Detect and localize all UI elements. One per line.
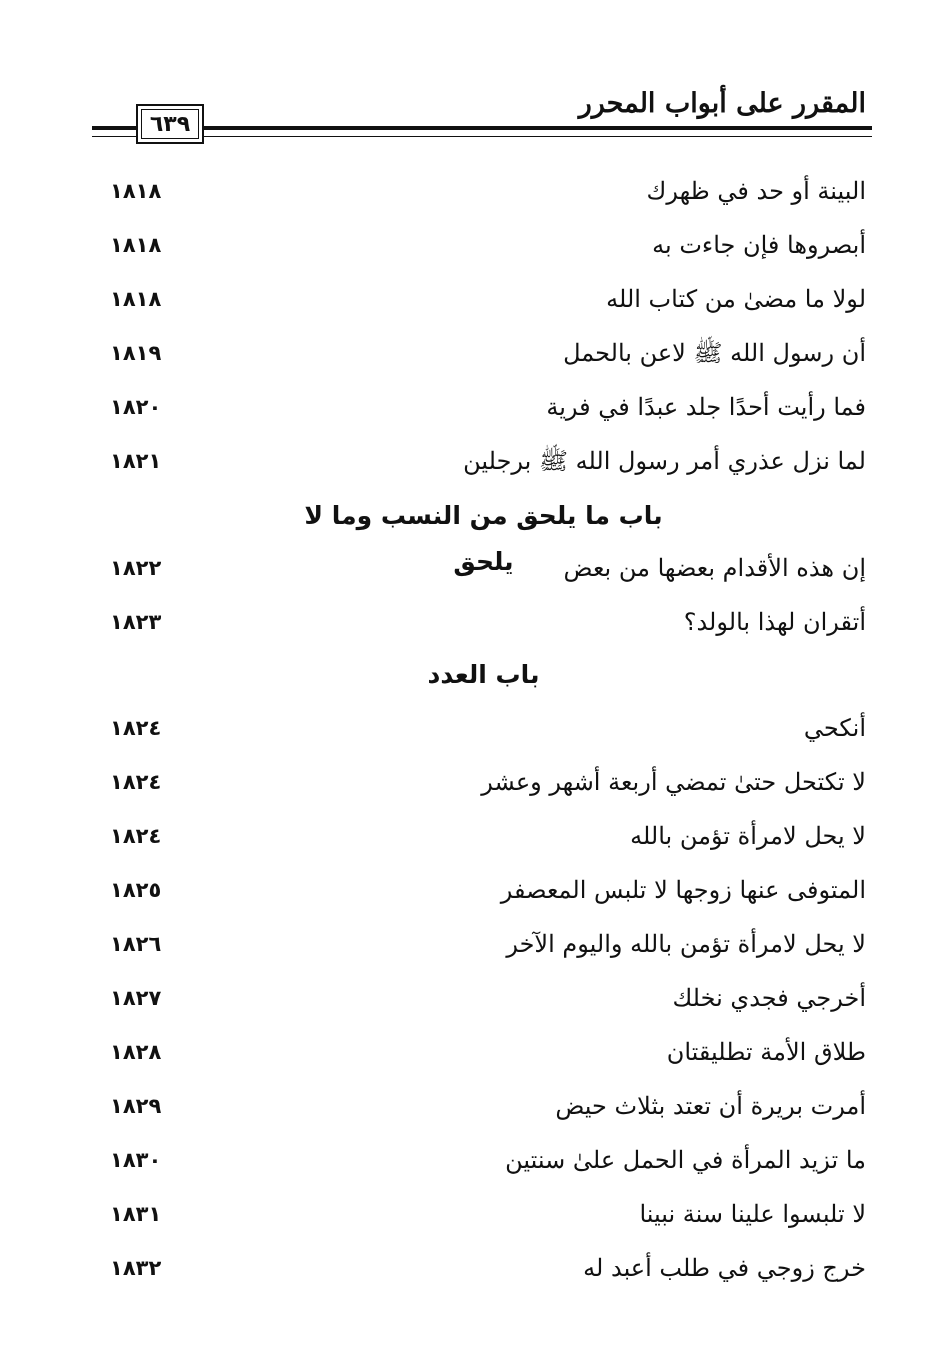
entry-number: ١٨١٩	[110, 341, 162, 365]
entry-text: طلاق الأمة تطليقتان	[666, 1038, 866, 1066]
index-entry	[110, 921, 866, 967]
entry-number: ١٨١٨	[110, 233, 162, 257]
entry-text: ما تزيد المرأة في الحمل علىٰ سنتين	[505, 1146, 866, 1174]
entry-number: ١٨٣٢	[110, 1256, 162, 1280]
index-entry	[110, 975, 866, 1021]
entry-number: ١٨٢٤	[110, 824, 162, 848]
entry-text: خرج زوجي في طلب أعبد له	[583, 1254, 866, 1282]
index-entry	[110, 705, 866, 751]
index-entry	[110, 222, 866, 268]
index-entry	[110, 759, 866, 805]
entry-text: أبصروها فإن جاءت به	[652, 231, 866, 259]
entry-text: إن هذه الأقدام بعضها من بعض	[563, 554, 866, 582]
entry-text: أن رسول الله ﷺ لاعن بالحمل	[563, 339, 866, 367]
section-heading-text: باب العدد	[427, 660, 540, 689]
index-entry	[110, 1191, 866, 1237]
entry-number: ١٨٢٢	[110, 556, 162, 580]
index-entry	[110, 1245, 866, 1291]
entry-text: البينة أو حد في ظهرك	[646, 177, 866, 205]
index-entry	[110, 438, 866, 484]
entry-text: لما نزل عذري أمر رسول الله ﷺ برجلين	[463, 447, 866, 475]
section-heading-text: باب ما يلحق من النسب وما لا يلحق	[304, 501, 663, 576]
entry-number: ١٨٣١	[110, 1202, 162, 1226]
entry-text: فما رأيت أحدًا جلد عبدًا في فرية	[546, 393, 866, 421]
entry-number: ١٨٢٤	[110, 716, 162, 740]
header-rule-thin	[92, 136, 872, 137]
page-header	[0, 0, 942, 160]
index-entry	[110, 276, 866, 322]
entry-number: ١٨٢٤	[110, 770, 162, 794]
entry-number: ١٨٢٧	[110, 986, 162, 1010]
header-rule-thick	[92, 126, 872, 130]
index-entry	[110, 168, 866, 214]
index-entry	[110, 384, 866, 430]
entry-number: ١٨٢٠	[110, 395, 162, 419]
index-entry	[110, 867, 866, 913]
entry-number: ١٨٢٥	[110, 878, 162, 902]
entry-number: ١٨٢١	[110, 449, 162, 473]
entry-number: ١٨٣٠	[110, 1148, 162, 1172]
entry-number: ١٨٢٨	[110, 1040, 162, 1064]
section-heading	[420, 652, 547, 698]
entry-text: لا يحل لامرأة تؤمن بالله	[630, 822, 866, 850]
index-entry	[110, 1083, 866, 1129]
entry-number: ١٨٢٣	[110, 610, 162, 634]
entry-number: ١٨٢٦	[110, 932, 162, 956]
entry-text: أمرت بريرة أن تعتد بثلاث حيض	[555, 1092, 866, 1120]
entry-text: المتوفى عنها زوجها لا تلبس المعصفر	[500, 876, 866, 904]
index-entry	[110, 1029, 866, 1075]
entry-number: ١٨٢٩	[110, 1094, 162, 1118]
entry-text: لا يحل لامرأة تؤمن بالله واليوم الآخر	[506, 930, 866, 958]
index-entry	[110, 330, 866, 376]
entry-text: أخرجي فجدي نخلك	[672, 984, 866, 1012]
index-entry	[110, 545, 866, 591]
index-entry	[110, 1137, 866, 1183]
index-entry	[110, 599, 866, 645]
running-title: المقرر على أبواب المحرر	[578, 88, 866, 119]
entry-text: أتقران لهذا بالولد؟	[683, 608, 866, 636]
entry-text: لولا ما مضىٰ من كتاب الله	[606, 285, 866, 313]
entry-number: ١٨١٨	[110, 287, 162, 311]
section-heading	[270, 493, 697, 576]
page-number: ٦٣٩	[136, 104, 204, 144]
entry-text: أنكحي	[803, 714, 866, 742]
entry-number: ١٨١٨	[110, 179, 162, 203]
index-entry	[110, 813, 866, 859]
entry-text: لا تكتحل حتىٰ تمضي أربعة أشهر وعشر	[481, 768, 866, 796]
entry-text: لا تلبسوا علينا سنة نبينا	[639, 1200, 866, 1228]
